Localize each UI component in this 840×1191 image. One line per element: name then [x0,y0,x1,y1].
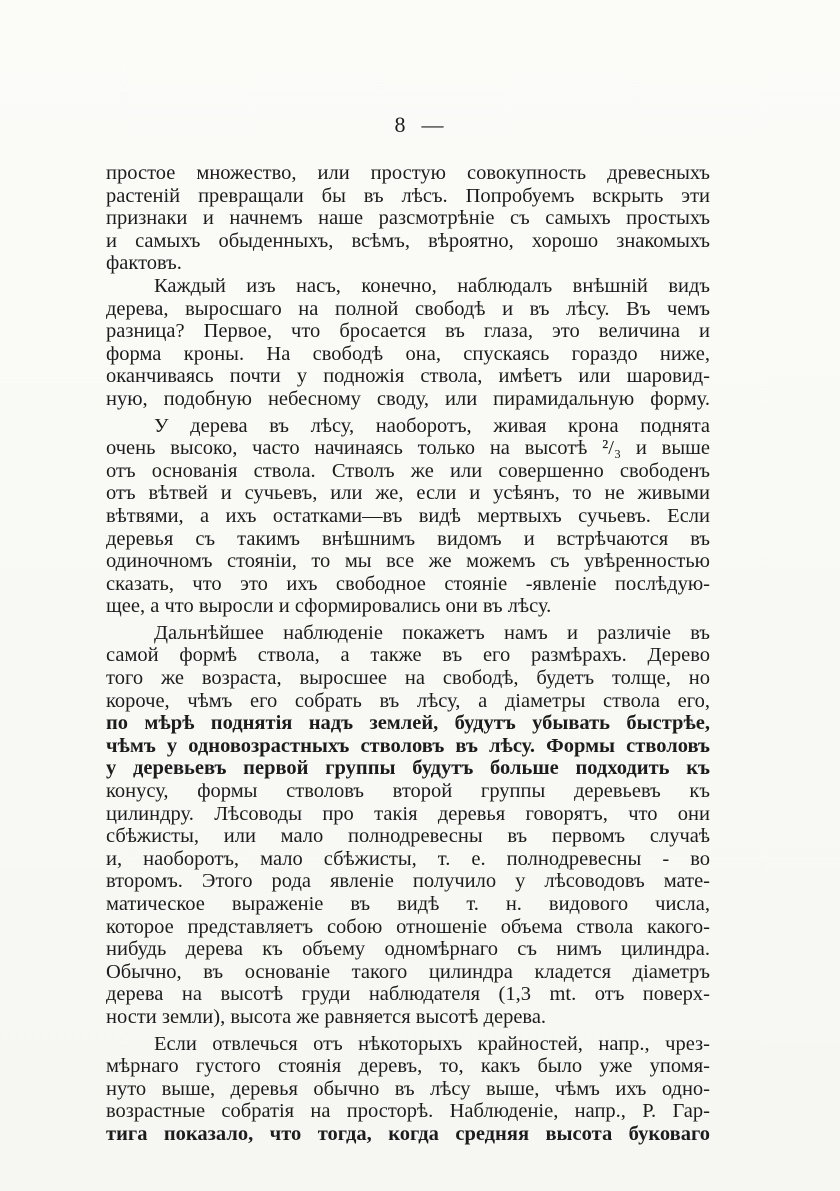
text-line: сбѣжисты, или мало полнодревесны въ первомъ случаѣ [106,825,710,848]
text-line: конусу, формы стволовъ второй группы деревьевъ къ [106,780,710,803]
text-line: того же возраста, выросшее на свободѣ, будетъ толще, но [106,667,710,690]
paragraph [106,1033,710,1146]
header-dash: — [421,112,446,137]
text-line: дерева на высотѣ груди наблюдателя (1,3 mt. отъ поверх- [106,983,710,1006]
text-line: разница? Первое, что бросается въ глаза, это величина и [106,320,710,343]
text-line: ную, подобную небесному своду, или пирамидальную форму. [106,387,710,410]
text-line: у деревьевъ первой группы будутъ больше подходить къ [106,757,710,780]
text-line: самой формѣ ствола, а также въ его размѣрахъ. Дерево [106,644,710,667]
text-line: дерева, выросшаго на полной свободѣ и въ лѣсу. Въ чемъ [106,297,710,320]
text-line: деревья съ такимъ внѣшнимъ видомъ и встрѣчаются въ [106,527,710,550]
text-line: признаки и начнемъ наше разсмотрѣнiе съ самыхъ простыхъ [106,207,710,230]
text-line: Дальнѣйшее наблюденiе покажетъ намъ и различiе въ [154,621,710,644]
text-line: второмъ. Этого рода явленiе получило у лѣсоводовъ мате- [106,870,710,893]
text-line: отъ вѣтвей и сучьевъ, или же, если и усѣянъ, то не живыми [106,482,710,505]
text-line: по мѣрѣ поднятiя надъ землей, будутъ убывать быстрѣе, [106,712,710,735]
text-line: матическое выраженiе въ видѣ т. н. видового числа, [106,893,710,915]
text-line: цилиндру. Лѣсоводы про такiя деревья говорятъ, что они [106,802,710,825]
paragraph [106,162,710,275]
text-line: очень высоко, часто начинаясь только на высотѣ ²/₃ и выше [106,437,710,460]
text-line: тига показало, что тогда, когда средняя высота буковаго [106,1122,710,1145]
text-line: растенiй превращали бы въ лѣсъ. Попробуемъ вскрыть эти [106,184,710,207]
text-line: чѣмъ у одновозрастныхъ стволовъ въ лѣсу. Формы стволовъ [106,734,710,757]
text-line: фактовъ. [106,252,182,275]
paragraph [106,622,710,1029]
text-line: и самыхъ обыденныхъ, всѣмъ, вѣроятно, хорошо знакомыхъ [106,229,710,252]
text-line: Каждый изъ насъ, конечно, наблюдалъ внѣшнiй видъ [154,274,710,297]
body-text [106,162,710,1146]
text-line: возрастные собратiя на просторѣ. Наблюденiе, напр., Р. Гар- [106,1100,710,1123]
text-line: нуто выше, деревья обычно въ лѣсу выше, чѣмъ ихъ одно- [106,1077,710,1100]
text-line: одиночномъ стоянiи, то мы все же можемъ съ увѣренностью [106,550,710,573]
text-line: отъ основанiя ствола. Стволъ же или совершенно свободенъ [106,459,710,482]
text-line: вѣтвями, а ихъ остатками—въ видѣ мертвыхъ сучьевъ. Если [106,504,710,527]
paragraph [106,415,710,618]
text-line: которое представляетъ собою отношенiе объема ствола какого- [106,915,710,938]
text-line: форма кроны. На свободѣ она, спускаясь гораздо ниже, [106,342,710,365]
text-line: щее, а что выросли и сформировались они въ лѣсу. [106,595,552,618]
text-line: сказать, что это ихъ свободное стоянiе -явленiе послѣдую- [106,572,710,595]
text-line: Обычно, въ основанiе такого цилиндра кладется дiаметръ [106,960,710,983]
text-line: Если отвлечься отъ нѣкоторыхъ крайностей, напр., чрез- [154,1032,710,1055]
page-number: 8 [394,112,408,137]
text-line: и, наоборотъ, мало сбѣжисты, т. е. полнодревесны - во [106,847,710,870]
text-line: У дерева въ лѣсу, наоборотъ, живая крона поднята [154,414,710,437]
text-line: оканчиваясь почти у подножiя ствола, имѣетъ или шаровид- [106,365,710,388]
page-header [0,112,840,138]
text-line: нибудь дерева къ объему одномѣрнаго съ нимъ цилиндра. [106,938,710,961]
text-line: ности земли), высота же равняется высотѣ дерева. [106,1005,547,1028]
paragraph [106,275,710,411]
text-line: мѣрнаго густого стоянiя деревъ, то, какъ было уже упомя- [106,1055,710,1078]
text-line: простое множество, или простую совокупность древесныхъ [106,162,710,184]
text-line: короче, чѣмъ его собрать въ лѣсу, а дiаметры ствола его, [106,689,710,712]
